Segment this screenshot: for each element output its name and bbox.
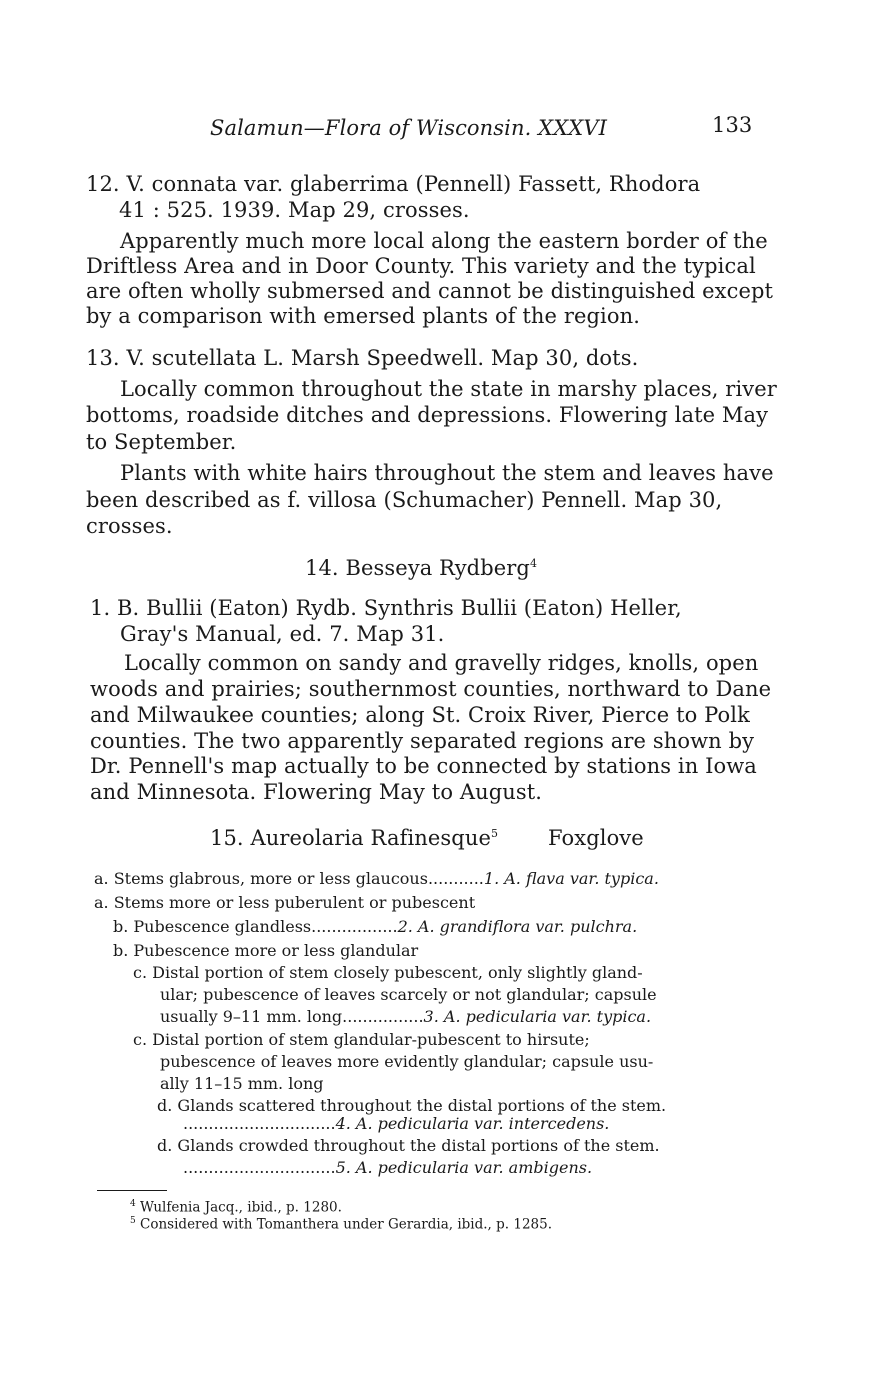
paragraph-line: Locally common throughout the state in marshy places, river — [120, 377, 777, 401]
paragraph-line: Apparently much more local along the eastern border of the — [120, 229, 768, 253]
running-title: Salamun—Flora of Wisconsin. XXXVI — [210, 116, 607, 140]
key-line: c. Distal portion of stem closely pubescent, only slightly gland- — [133, 963, 643, 982]
genus-heading-text: 14. Besseya Rydberg — [305, 556, 530, 580]
paragraph-line: Plants with white hairs throughout the stem and leaves have — [120, 461, 774, 485]
species-13-line: 13. V. scutellata L. Marsh Speedwell. Map 30, dots. — [86, 346, 639, 370]
key-line: d. Glands crowded throughout the distal portions of the stem. — [157, 1136, 660, 1155]
footnote-text: Considered with Tomanthera under Gerardia, ibid., p. 1285. — [140, 1216, 552, 1233]
key-result: 1. A. flava var. typica. — [483, 869, 659, 888]
species-12-line-2: 41 : 525. 1939. Map 29, crosses. — [119, 198, 470, 222]
key-line: c. Distal portion of stem glandular-pubescent to hirsute; — [133, 1030, 590, 1049]
key-line: ..............................4. A. pedicularia var. intercedens. — [183, 1114, 610, 1133]
footnote-mark: 5 — [130, 1216, 136, 1226]
footnote-4 — [130, 1199, 342, 1216]
paragraph-line: crosses. — [86, 514, 173, 538]
paragraph-line: been described as f. villosa (Schumacher) Pennell. Map 30, — [86, 488, 723, 512]
paragraph-line: bottoms, roadside ditches and depressions. Flowering late May — [86, 403, 769, 427]
key-lead: usually 9–11 mm. long — [160, 1007, 343, 1026]
paragraph-line: by a comparison with emersed plants of the region. — [86, 304, 641, 328]
key-line: a. Stems glabrous, more or less glaucous...........1. A. flava var. typica. — [94, 869, 659, 888]
key-line: ular; pubescence of leaves scarcely or not glandular; capsule — [160, 985, 657, 1004]
footnote-mark: 4 — [529, 557, 538, 570]
species-besseya-line-1: 1. B. Bullii (Eaton) Rydb. Synthris Bullii (Eaton) Heller, — [90, 596, 682, 620]
paragraph-line: and Milwaukee counties; along St. Croix River, Pierce to Polk — [90, 703, 750, 727]
footnote-mark: 4 — [130, 1199, 136, 1209]
page-number: 133 — [712, 113, 753, 137]
key-result: 4. A. pedicularia var. intercedens. — [335, 1114, 610, 1133]
key-line: usually 9–11 mm. long................3. A. pedicularia var. typica. — [160, 1007, 652, 1026]
key-line: a. Stems more or less puberulent or pubescent — [94, 893, 476, 912]
footnote-text: Wulfenia Jacq., ibid., p. 1280. — [140, 1199, 342, 1216]
key-line: ..............................5. A. pedicularia var. ambigens. — [183, 1158, 593, 1177]
paragraph-line: and Minnesota. Flowering May to August. — [90, 780, 543, 804]
species-12-line-1: 12. V. connata var. glaberrima (Pennell) Fassett, Rhodora — [86, 172, 701, 196]
key-result: 3. A. pedicularia var. typica. — [423, 1007, 652, 1026]
key-line: d. Glands scattered throughout the distal portions of the stem. — [157, 1096, 667, 1115]
species-besseya-line-2: Gray's Manual, ed. 7. Map 31. — [120, 622, 445, 646]
footnote-5 — [130, 1216, 552, 1233]
key-line: pubescence of leaves more evidently glandular; capsule usu- — [160, 1052, 654, 1071]
paragraph-line: Dr. Pennell's map actually to be connected by stations in Iowa — [90, 754, 757, 778]
paragraph-line: to September. — [86, 430, 237, 454]
footnote-rule — [97, 1190, 167, 1191]
key-result: 5. A. pedicularia var. ambigens. — [335, 1158, 593, 1177]
key-line: b. Pubescence more or less glandular — [113, 941, 419, 960]
key-line: ally 11–15 mm. long — [160, 1074, 324, 1093]
paragraph-line: woods and prairies; southernmost counties, northward to Dane — [90, 677, 772, 701]
footnote-mark: 5 — [491, 827, 499, 840]
paragraph-line: Driftless Area and in Door County. This variety and the typical — [86, 254, 756, 278]
genus-14-heading — [305, 556, 537, 580]
paragraph-line: are often wholly submersed and cannot be distinguished except — [86, 279, 774, 303]
paragraph-line: counties. The two apparently separated regions are shown by — [90, 729, 755, 753]
key-line: b. Pubescence glandless.................2. A. grandiflora var. pulchra. — [113, 917, 638, 936]
key-lead: a. Stems glabrous, more or less glaucous — [94, 869, 428, 888]
genus-heading-text: 15. Aureolaria Rafinesque — [210, 826, 491, 850]
genus-15-heading — [210, 826, 498, 850]
key-lead: b. Pubescence glandless — [113, 917, 312, 936]
common-name: Foxglove — [548, 826, 644, 850]
key-result: 2. A. grandiflora var. pulchra. — [397, 917, 638, 936]
paragraph-line: Locally common on sandy and gravelly ridges, knolls, open — [124, 651, 759, 675]
